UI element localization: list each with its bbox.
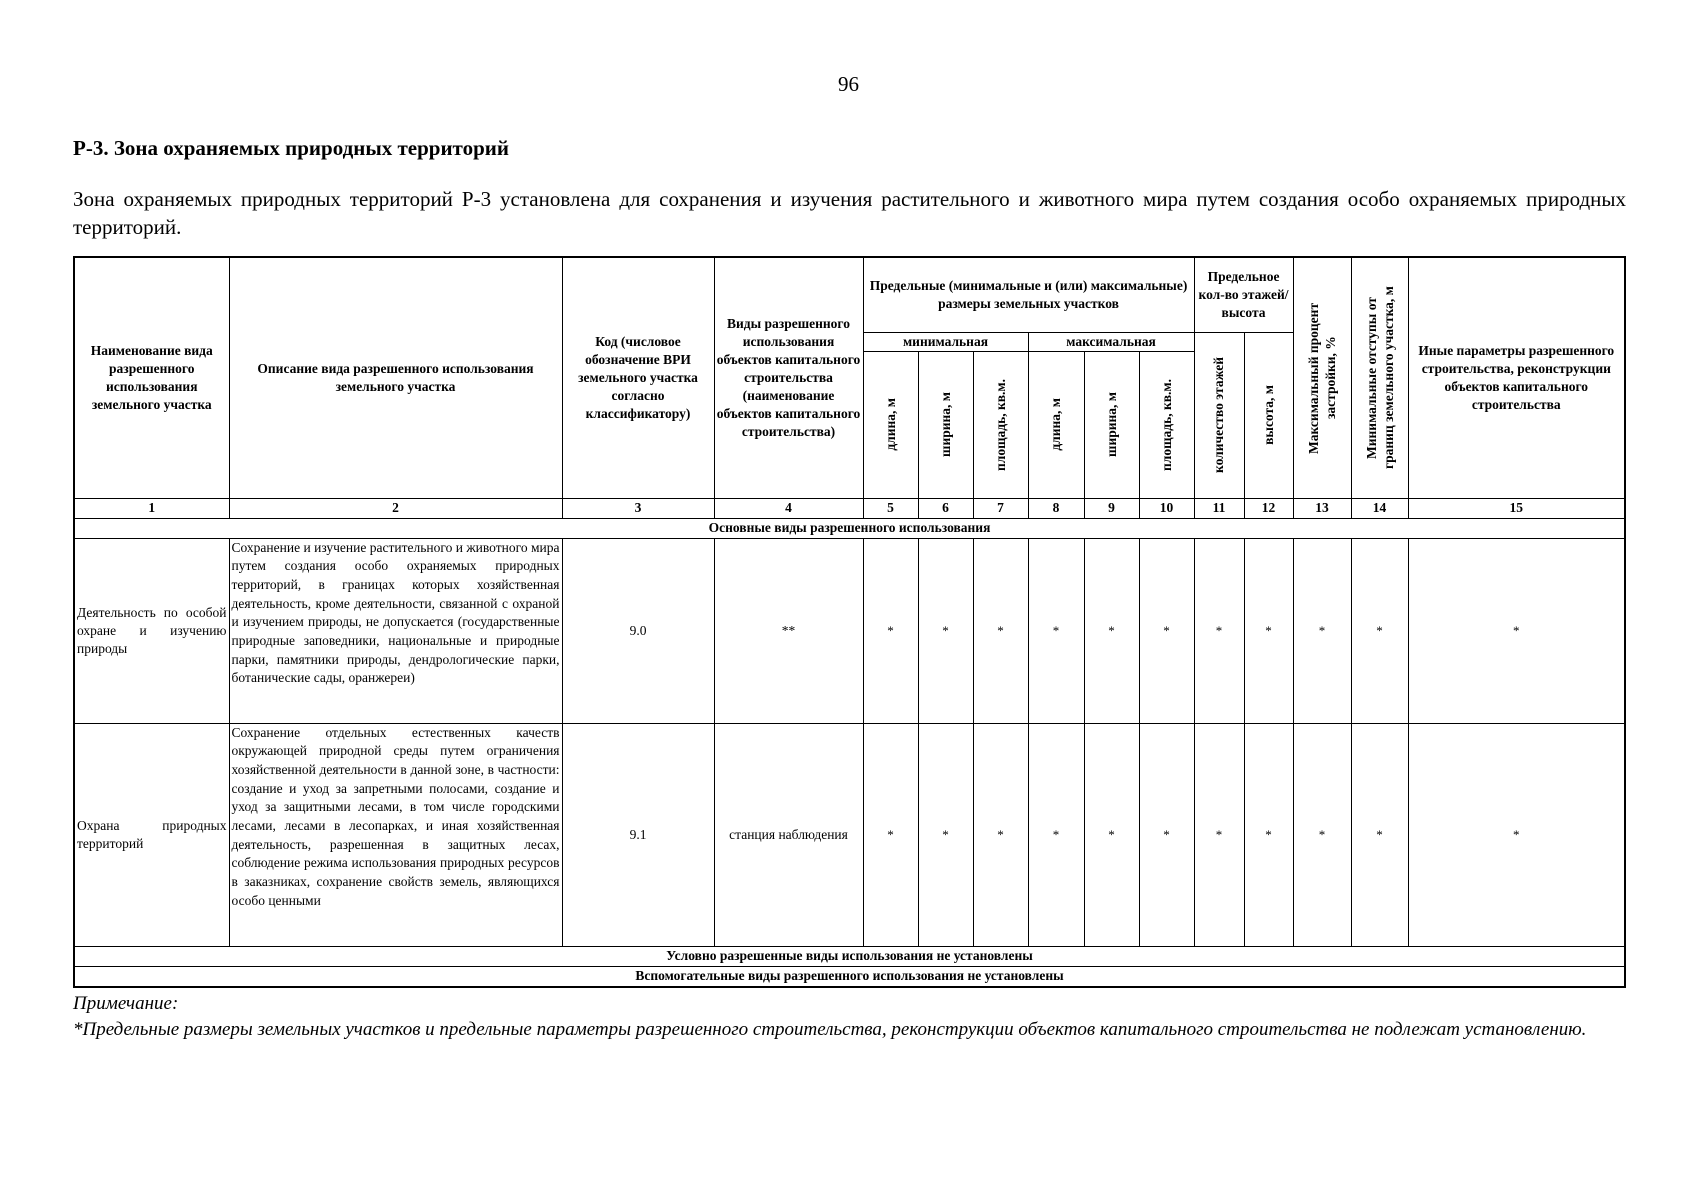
header-min-setback: Минимальные отступы от границ земельного участка, м [1351, 257, 1408, 498]
column-number: 8 [1028, 498, 1084, 518]
header-max-coverage: Максимальный процент застройки, % [1293, 257, 1351, 498]
value-cell: * [918, 538, 973, 723]
column-number: 3 [562, 498, 714, 518]
column-number: 14 [1351, 498, 1408, 518]
column-number: 15 [1408, 498, 1625, 518]
value-cell: * [863, 538, 918, 723]
value-cell: * [1293, 538, 1351, 723]
value-cell: * [1194, 538, 1244, 723]
value-cell: * [1408, 538, 1625, 723]
column-number: 4 [714, 498, 863, 518]
table-row [74, 723, 1625, 946]
header-floors-height: Предельное кол-во этажей/ высота [1194, 257, 1293, 332]
column-number-row [74, 498, 1625, 518]
header-max-width: ширина, м [1084, 351, 1139, 498]
vri-name-cell: Охрана природных территорий [74, 723, 229, 946]
notes [73, 991, 1633, 1043]
header-height: высота, м [1244, 332, 1293, 498]
header-vri-name: Наименование вида разрешенного использования земельного участка [74, 257, 229, 498]
value-cell: * [918, 723, 973, 946]
value-cell: * [973, 538, 1028, 723]
column-number: 10 [1139, 498, 1194, 518]
header-code: Код (числовое обозначение ВРИ земельного участка согласно классификатору) [562, 257, 714, 498]
column-number: 6 [918, 498, 973, 518]
header-oks-types: Виды разрешенного использования объектов капитального строительства (наименование объектов капитального строительства) [714, 257, 863, 498]
header-max: максимальная [1028, 332, 1194, 351]
column-number: 13 [1293, 498, 1351, 518]
notes-text: *Предельные размеры земельных участков и предельные параметры разрешенного строительства, реконструкции объектов капитального строительства не подлежат установлению. [73, 1019, 1587, 1040]
value-cell: * [1084, 723, 1139, 946]
zone-parameters-table [73, 256, 1626, 988]
column-number: 11 [1194, 498, 1244, 518]
column-number: 2 [229, 498, 562, 518]
value-cell: * [1028, 538, 1084, 723]
value-cell: * [1293, 723, 1351, 946]
value-cell: * [863, 723, 918, 946]
code-cell: 9.1 [562, 723, 714, 946]
value-cell: * [1408, 723, 1625, 946]
header-min-width: ширина, м [918, 351, 973, 498]
main-uses-group-label: Основные виды разрешенного использования [74, 518, 1625, 538]
page-number: 96 [838, 72, 859, 96]
vri-description-cell: Сохранение и изучение растительного и животного мира путем создания особо охраняемых природных территорий, в границах которых хозяйственная деятельность, кроме деятельности, связанной с охраной и изучением природы, не допускается (государственные природные заповедники, национальные и природные парки, памятники природы, дендрологические парки, ботанические сады, оранжереи) [229, 538, 562, 723]
header-min: минимальная [863, 332, 1028, 351]
value-cell: * [1244, 538, 1293, 723]
header-max-length: длина, м [1028, 351, 1084, 498]
header-vri-description: Описание вида разрешенного использования земельного участка [229, 257, 562, 498]
section-title: Р-3. Зона охраняемых природных территорий [73, 136, 509, 160]
column-number: 12 [1244, 498, 1293, 518]
header-min-area: площадь, кв.м. [973, 351, 1028, 498]
table-row [74, 538, 1625, 723]
column-number: 1 [74, 498, 229, 518]
value-cell: * [1351, 538, 1408, 723]
header-floors-count: количество этажей [1194, 332, 1244, 498]
vri-name-cell: Деятельность по особой охране и изучению природы [74, 538, 229, 723]
column-number: 5 [863, 498, 918, 518]
value-cell: * [1194, 723, 1244, 946]
header-min-length: длина, м [863, 351, 918, 498]
value-cell: * [1028, 723, 1084, 946]
header-plot-sizes: Предельные (минимальные и (или) максимальные) размеры земельных участков [863, 257, 1194, 332]
intro-paragraph: Зона охраняемых природных территорий Р-3 установлена для сохранения и изучения растительного и животного мира путем создания особо охраняемых природных территорий. [73, 187, 1626, 239]
conditional-uses-label: Условно разрешенные виды использования не установлены [74, 946, 1625, 966]
value-cell: * [1244, 723, 1293, 946]
oks-cell: ** [714, 538, 863, 723]
auxiliary-uses-label: Вспомогательные виды разрешенного использования не установлены [74, 966, 1625, 987]
code-cell: 9.0 [562, 538, 714, 723]
column-number: 7 [973, 498, 1028, 518]
value-cell: * [1351, 723, 1408, 946]
header-other-params: Иные параметры разрешенного строительства, реконструкции объектов капитального строительства [1408, 257, 1625, 498]
value-cell: * [1139, 723, 1194, 946]
value-cell: * [973, 723, 1028, 946]
vri-description-cell: Сохранение отдельных естественных качеств окружающей природной среды путем ограничения хозяйственной деятельности в данной зоне, в частности: создание и уход за запретными полосами, создание и уход за защитными лесами, в том числе городскими лесами, лесами в лесопарках, и иная хозяйственная деятельность, разрешенная в защитных лесах, соблюдение режима использования природных ресурсов в заказниках, сохранение свойств земель, являющихся особо ценными [229, 723, 562, 946]
oks-cell: станция наблюдения [714, 723, 863, 946]
value-cell: * [1139, 538, 1194, 723]
header-max-area: площадь, кв.м. [1139, 351, 1194, 498]
value-cell: * [1084, 538, 1139, 723]
notes-title: Примечание: [73, 993, 179, 1014]
column-number: 9 [1084, 498, 1139, 518]
